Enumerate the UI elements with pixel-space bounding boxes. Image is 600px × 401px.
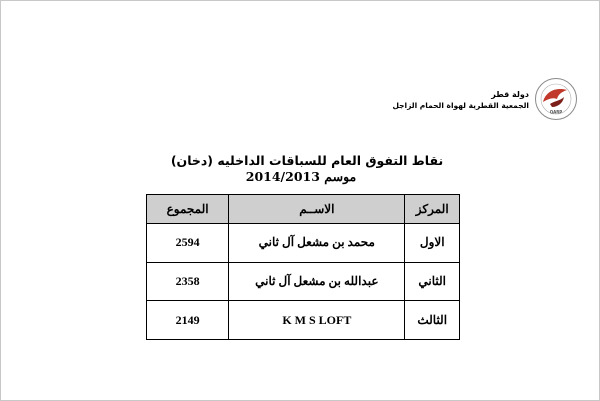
cell-total: 2149 (147, 301, 229, 340)
cell-total: 2358 (147, 262, 229, 301)
organization-header (339, 89, 529, 111)
table-row (147, 224, 460, 263)
season-label: موسم 2014/2013 (245, 169, 357, 184)
title-block (1, 153, 600, 184)
cell-name: محمد بن مشعل آل ثاني (229, 224, 405, 263)
cell-name: K M S LOFT (229, 301, 405, 340)
header-total: المجموع (147, 195, 229, 224)
header-rank: المركز (405, 195, 460, 224)
cell-rank: الثالث (405, 301, 460, 340)
table-header-row (147, 195, 460, 224)
table-row (147, 301, 460, 340)
cell-rank: الاول (405, 224, 460, 263)
pigeon-emblem-icon (534, 77, 578, 121)
table-row (147, 262, 460, 301)
logo-text: QARP (549, 109, 563, 115)
header-name: الاســم (229, 195, 405, 224)
org-country: دولة قطر (491, 90, 529, 99)
cell-rank: الثاني (405, 262, 460, 301)
document-title: نقاط التفوق العام للسباقات الداخليه (دخان) (170, 153, 444, 168)
results-table (146, 194, 460, 340)
cell-name: عبدالله بن مشعل آل ثاني (229, 262, 405, 301)
org-name: الجمعية القطرية لهواة الحمام الزاجل (392, 101, 529, 110)
cell-total: 2594 (147, 224, 229, 263)
